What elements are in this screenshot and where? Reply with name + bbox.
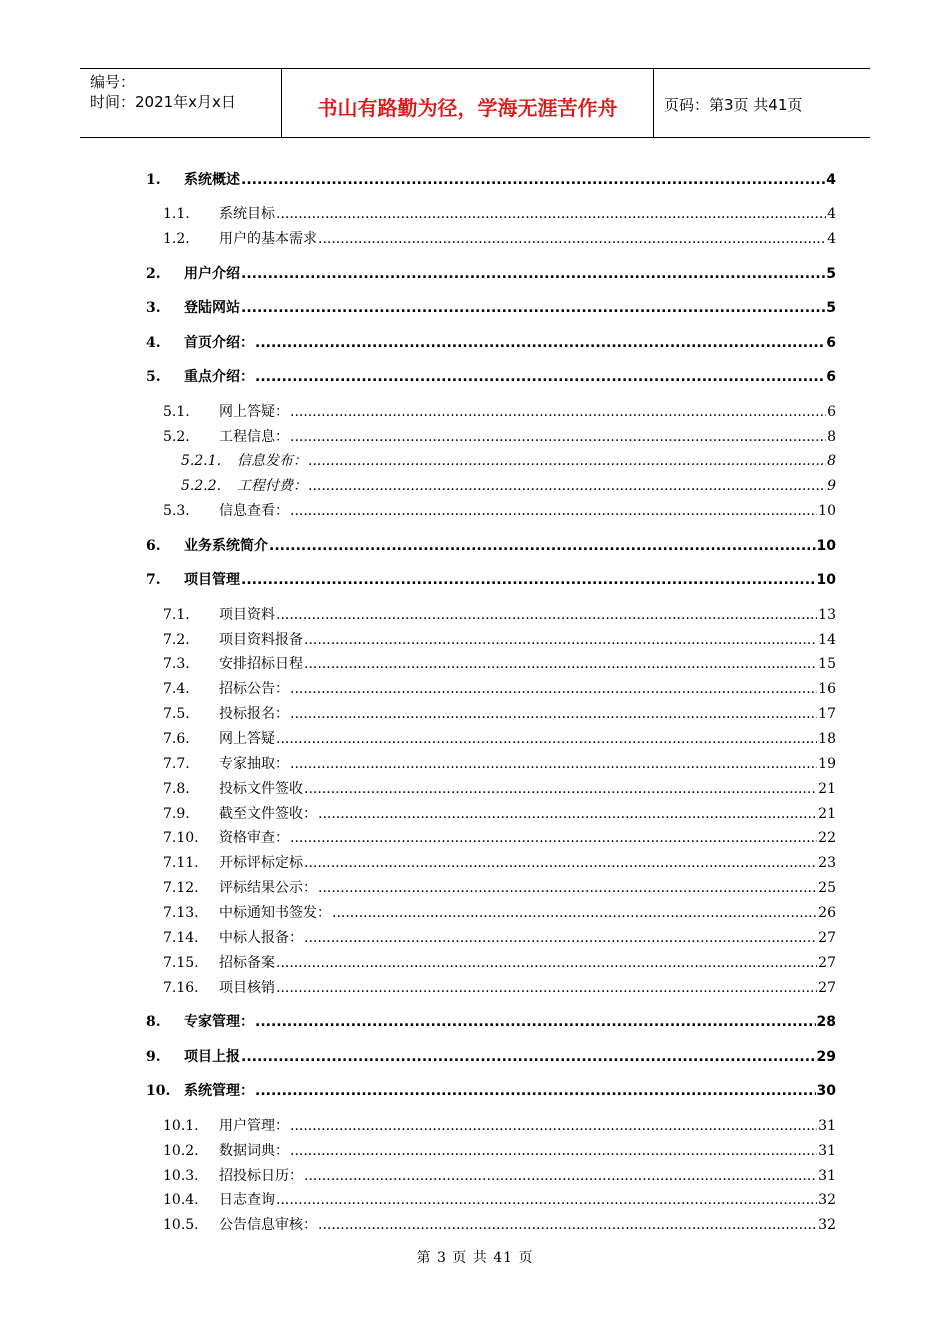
toc-entry[interactable] (163, 1189, 836, 1209)
toc-entry-number: 7.1. (163, 607, 190, 623)
toc-entry[interactable] (146, 1011, 836, 1031)
toc-entry-number: 5.2. (163, 429, 190, 445)
toc-entry-page: 9 (827, 478, 836, 494)
toc-entry-title: 安排招标日程 (219, 656, 303, 672)
toc-entry-title: 信息查看： (219, 503, 289, 519)
toc-entry-title: 评标结果公示： (219, 880, 317, 896)
toc-entry-title: 项目管理 (184, 572, 240, 588)
toc-entry[interactable] (163, 728, 836, 748)
toc-dot-leader (241, 266, 825, 282)
toc-dot-leader (241, 572, 816, 588)
toc-entry-number: 7.13. (163, 905, 199, 921)
toc-entry[interactable] (163, 500, 836, 520)
serial-label: 编号： (90, 73, 136, 91)
toc-entry-title: 业务系统简介 (184, 538, 268, 554)
toc-entry[interactable] (146, 297, 836, 317)
toc-entry-number: 10.5. (163, 1217, 199, 1233)
toc-entry-title: 中标通知书签发： (219, 905, 331, 921)
toc-entry-number: 1. (146, 172, 161, 188)
toc-entry[interactable] (146, 169, 836, 189)
toc-entry-page: 31 (818, 1168, 836, 1184)
toc-entry-number: 7.7. (163, 756, 190, 772)
toc-entry-number: 5.3. (163, 503, 190, 519)
toc-entry-number: 7.8. (163, 781, 190, 797)
toc-entry-page: 23 (818, 855, 836, 871)
toc-dot-leader (290, 1143, 817, 1159)
toc-dot-leader (290, 681, 817, 697)
toc-entry-number: 10.1. (163, 1118, 199, 1134)
toc-entry-number: 7.3. (163, 656, 190, 672)
toc-entry-title: 用户的基本需求 (219, 231, 317, 247)
toc-entry-page: 4 (826, 172, 836, 188)
toc-entry[interactable] (163, 1115, 836, 1135)
toc-entry-page: 10 (816, 538, 836, 554)
toc-entry-page: 32 (818, 1217, 836, 1233)
toc-dot-leader (304, 781, 817, 797)
toc-entry-number: 7. (146, 572, 161, 588)
toc-dot-leader (304, 656, 817, 672)
toc-entry[interactable] (146, 366, 836, 386)
toc-entry-number: 10.4. (163, 1192, 199, 1208)
toc-entry-title: 项目资料报备 (219, 632, 303, 648)
toc-dot-leader (269, 538, 816, 554)
toc-entry[interactable] (163, 877, 836, 897)
toc-entry[interactable] (146, 332, 836, 352)
toc-entry-title: 项目上报 (184, 1049, 240, 1065)
toc-entry-number: 7.2. (163, 632, 190, 648)
toc-entry-page: 21 (818, 781, 836, 797)
toc-dot-leader (276, 731, 817, 747)
toc-entry[interactable] (163, 753, 836, 773)
toc-entry-number: 3. (146, 300, 161, 316)
toc-entry-page: 31 (818, 1118, 836, 1134)
toc-entry[interactable] (181, 450, 836, 470)
toc-entry-title: 招标备案 (219, 955, 275, 971)
toc-entry[interactable] (146, 1046, 836, 1066)
toc-entry-page: 4 (827, 231, 836, 247)
toc-entry[interactable] (163, 401, 836, 421)
toc-entry-page: 26 (818, 905, 836, 921)
toc-entry-page: 21 (818, 806, 836, 822)
toc-entry-number: 5.2.1. (181, 453, 222, 469)
toc-dot-leader (255, 1083, 816, 1099)
toc-entry-number: 7.9. (163, 806, 190, 822)
toc-entry-number: 4. (146, 335, 161, 351)
toc-entry-number: 5.1. (163, 404, 190, 420)
toc-entry-title: 工程付费： (237, 478, 307, 494)
toc-entry-title: 资格审查： (219, 830, 289, 846)
toc-entry-page: 10 (816, 572, 836, 588)
toc-dot-leader (290, 756, 817, 772)
toc-entry[interactable] (163, 852, 836, 872)
toc-entry-title: 项目核销 (219, 980, 275, 996)
toc-entry-number: 7.11. (163, 855, 199, 871)
toc-entry-number: 7.4. (163, 681, 190, 697)
toc-entry-title: 招标公告： (219, 681, 289, 697)
toc-entry[interactable] (163, 703, 836, 723)
toc-dot-leader (276, 980, 817, 996)
toc-dot-leader (241, 172, 825, 188)
toc-entry[interactable] (163, 426, 836, 446)
toc-dot-leader (276, 955, 817, 971)
toc-entry-title: 数据词典： (219, 1143, 289, 1159)
toc-entry-number: 7.6. (163, 731, 190, 747)
toc-entry-title: 登陆网站 (184, 300, 240, 316)
toc-entry-title: 首页介绍： (184, 335, 254, 351)
toc-dot-leader (276, 206, 826, 222)
page-footer: 第 3 页 共 41 页 (416, 1250, 534, 1266)
toc-entry-page: 18 (818, 731, 836, 747)
toc-dot-leader (290, 706, 817, 722)
toc-entry-number: 7.15. (163, 955, 199, 971)
toc-entry-title: 开标评标定标 (219, 855, 303, 871)
toc-dot-leader (290, 830, 817, 846)
toc-entry-title: 网上答疑 (219, 731, 275, 747)
toc-entry-number: 7.14. (163, 930, 199, 946)
toc-entry[interactable] (163, 1165, 836, 1185)
toc-entry-number: 9. (146, 1049, 161, 1065)
toc-entry[interactable] (146, 263, 836, 283)
toc-entry-number: 1.1. (163, 206, 190, 222)
toc-dot-leader (255, 369, 825, 385)
toc-entry-title: 用户管理： (219, 1118, 289, 1134)
toc-dot-leader (276, 607, 817, 623)
toc-entry-page: 32 (818, 1192, 836, 1208)
toc-entry-page: 17 (818, 706, 836, 722)
toc-entry-title: 信息发布： (237, 453, 307, 469)
toc-entry-page: 31 (818, 1143, 836, 1159)
toc-dot-leader (241, 1049, 816, 1065)
toc-dot-leader (318, 806, 817, 822)
toc-dot-leader (255, 335, 825, 351)
toc-entry-title: 投标报名： (219, 706, 289, 722)
toc-entry[interactable] (163, 1214, 836, 1234)
toc-entry[interactable] (146, 1080, 836, 1100)
toc-entry-page: 10 (818, 503, 836, 519)
toc-dot-leader (318, 231, 826, 247)
toc-entry-page: 27 (818, 955, 836, 971)
toc-entry-title: 系统概述 (184, 172, 240, 188)
toc-entry-number: 8. (146, 1014, 161, 1030)
toc-dot-leader (308, 453, 826, 469)
toc-entry-title: 网上答疑： (219, 404, 289, 420)
toc-entry-title: 公告信息审核： (219, 1217, 317, 1233)
toc-entry-title: 项目资料 (219, 607, 275, 623)
toc-entry-page: 13 (818, 607, 836, 623)
toc-dot-leader (290, 1118, 817, 1134)
toc-entry-page: 28 (816, 1014, 836, 1030)
toc-entry-number: 5. (146, 369, 161, 385)
toc-entry[interactable] (146, 535, 836, 555)
toc-entry-page: 5 (826, 266, 836, 282)
toc-entry-title: 系统管理： (184, 1083, 254, 1099)
toc-dot-leader (290, 503, 817, 519)
toc-entry[interactable] (163, 952, 836, 972)
toc-entry-number: 7.16. (163, 980, 199, 996)
toc-entry-number: 7.12. (163, 880, 199, 896)
toc-entry-title: 用户介绍 (184, 266, 240, 282)
toc-entry-number: 7.10. (163, 830, 199, 846)
toc-entry[interactable] (163, 228, 836, 248)
toc-entry[interactable] (163, 653, 836, 673)
toc-entry-page: 6 (827, 404, 836, 420)
toc-entry-page: 19 (818, 756, 836, 772)
page-header (80, 68, 870, 138)
toc-entry-page: 25 (818, 880, 836, 896)
toc-entry[interactable] (163, 604, 836, 624)
toc-entry[interactable] (163, 678, 836, 698)
toc-dot-leader (304, 930, 817, 946)
toc-entry-title: 招投标日历： (219, 1168, 303, 1184)
header-meta-cell (80, 69, 282, 137)
toc-entry-page: 8 (827, 429, 836, 445)
toc-entry-page: 30 (816, 1083, 836, 1099)
toc-entry-number: 10.2. (163, 1143, 199, 1159)
toc-entry[interactable] (146, 569, 836, 589)
toc-entry-number: 1.2. (163, 231, 190, 247)
toc-dot-leader (332, 905, 817, 921)
toc-dot-leader (304, 1168, 817, 1184)
toc-entry-page: 4 (827, 206, 836, 222)
toc-dot-leader (290, 429, 826, 445)
toc-entry-title: 日志查询 (219, 1192, 275, 1208)
toc-entry[interactable] (163, 1140, 836, 1160)
toc-entry-title: 截至文件签收： (219, 806, 317, 822)
toc-entry[interactable] (163, 827, 836, 847)
toc-entry-page: 6 (826, 335, 836, 351)
toc-entry-title: 投标文件签收 (219, 781, 303, 797)
toc-dot-leader (290, 404, 826, 420)
toc-entry-page: 15 (818, 656, 836, 672)
toc-entry-page: 5 (826, 300, 836, 316)
toc-dot-leader (255, 1014, 816, 1030)
toc-dot-leader (308, 478, 826, 494)
toc-entry[interactable] (163, 629, 836, 649)
toc-dot-leader (304, 632, 817, 648)
header-motto: 书山有路勤为径，学海无涯苦作舟 (282, 69, 654, 137)
toc-entry[interactable] (163, 803, 836, 823)
toc-entry-page: 22 (818, 830, 836, 846)
toc-entry-page: 14 (818, 632, 836, 648)
toc-entry-page: 16 (818, 681, 836, 697)
toc-entry-number: 10.3. (163, 1168, 199, 1184)
toc-entry-title: 工程信息： (219, 429, 289, 445)
toc-dot-leader (304, 855, 817, 871)
toc-dot-leader (318, 880, 817, 896)
toc-entry-page: 27 (818, 980, 836, 996)
toc-entry-title: 中标人报备： (219, 930, 303, 946)
toc-entry-number: 10. (146, 1083, 171, 1099)
toc-entry-page: 6 (826, 369, 836, 385)
header-page-info: 页码：第3页 共41页 (664, 95, 803, 114)
toc-entry[interactable] (163, 203, 836, 223)
toc-entry-title: 专家管理： (184, 1014, 254, 1030)
toc-entry-page: 29 (816, 1049, 836, 1065)
toc-entry[interactable] (181, 475, 836, 495)
toc-dot-leader (276, 1192, 817, 1208)
toc-entry-page: 8 (827, 453, 836, 469)
toc-entry-number: 7.5. (163, 706, 190, 722)
toc-entry[interactable] (163, 977, 836, 997)
toc-entry[interactable] (163, 927, 836, 947)
toc-entry-number: 2. (146, 266, 161, 282)
toc-entry-title: 重点介绍： (184, 369, 254, 385)
toc-entry-title: 系统目标 (219, 206, 275, 222)
toc-entry-page: 27 (818, 930, 836, 946)
toc-entry-number: 5.2.2. (181, 478, 222, 494)
toc-entry[interactable] (163, 902, 836, 922)
toc-entry[interactable] (163, 778, 836, 798)
date-label: 时间：2021年x月x日 (90, 93, 236, 111)
toc-entry-title: 专家抽取： (219, 756, 289, 772)
toc-dot-leader (318, 1217, 817, 1233)
toc-entry-number: 6. (146, 538, 161, 554)
toc-dot-leader (241, 300, 825, 316)
